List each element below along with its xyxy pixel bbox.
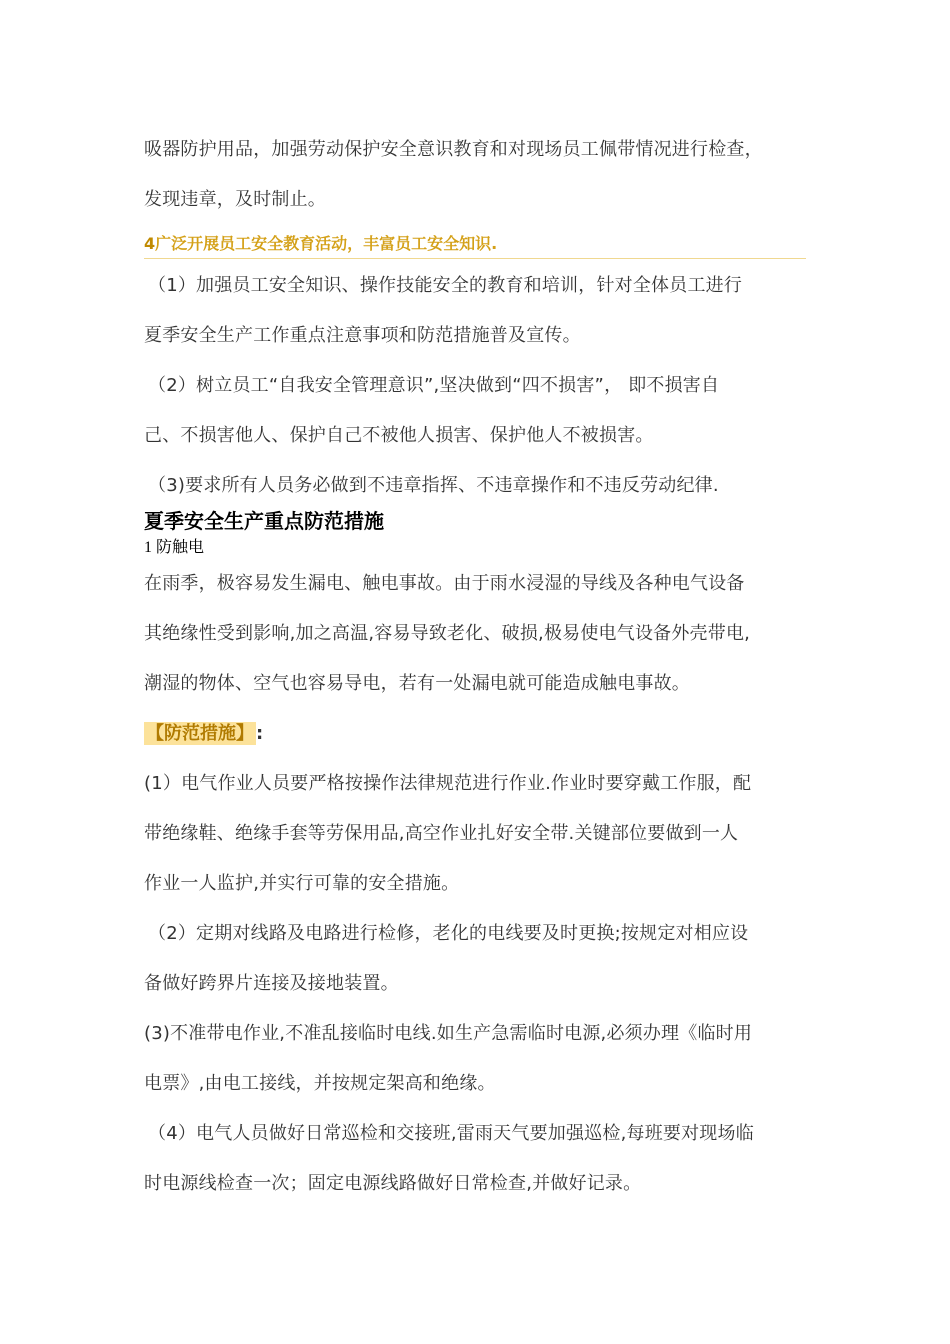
- measure-3-line: (3)不准带电作业,不准乱接临时电线.如生产急需临时电源,必须办理《临时用: [144, 1023, 753, 1044]
- list-item-3-line: （3)要求所有人员务必做到不违章指挥、不违章操作和不违反劳动纪律.: [148, 475, 719, 496]
- measure-1-line: 作业一人监护,并实行可靠的安全措施。: [144, 873, 460, 894]
- measure-1-line: (1）电气作业人员要严格按操作法律规范进行作业.作业时要穿戴工作服，配: [144, 773, 752, 794]
- measures-colon: :: [256, 723, 264, 744]
- measure-2-line: （2）定期对线路及电路进行检修，老化的电线要及时更换;按规定对相应设: [148, 923, 749, 944]
- measures-label: [144, 722, 263, 746]
- subsection-title: 1 防触电: [144, 539, 205, 556]
- paragraph-line: 发现违章，及时制止。: [144, 189, 326, 210]
- measure-1-line: 带绝缘鞋、绝缘手套等劳保用品,高空作业扎好安全带.关键部位要做到一人: [144, 823, 739, 844]
- section-heading-4: [144, 233, 806, 259]
- heading-number: 4: [144, 234, 156, 253]
- measure-2-line: 备做好跨界片连接及接地装置。: [144, 973, 399, 994]
- list-item-2-line: （2）树立员工“自我安全管理意识”,坚决做到“四不损害”， 即不损害自: [148, 375, 720, 396]
- measure-4-line: （4）电气人员做好日常巡检和交接班,雷雨天气要加强巡检,每班要对现场临: [148, 1123, 754, 1144]
- list-item-1-line: 夏季安全生产工作重点注意事项和防范措施普及宣传。: [144, 325, 581, 346]
- paragraph-line: 潮湿的物体、空气也容易导电，若有一处漏电就可能造成触电事故。: [144, 673, 690, 694]
- section-title: 夏季安全生产重点防范措施: [144, 511, 384, 533]
- heading-text: 广泛开展员工安全教育活动，丰富员工安全知识.: [155, 234, 498, 253]
- paragraph-line: 在雨季，极容易发生漏电、触电事故。由于雨水浸湿的导线及各种电气设备: [144, 573, 745, 594]
- list-item-1-line: （1）加强员工安全知识、操作技能安全的教育和培训，针对全体员工进行: [148, 275, 743, 296]
- measures-highlight: 【防范措施】: [146, 723, 254, 744]
- measure-4-line: 时电源线检查一次；固定电源线路做好日常检查,并做好记录。: [144, 1173, 642, 1194]
- list-item-2-line: 己、不损害他人、保护自己不被他人损害、保护他人不被损害。: [144, 425, 654, 446]
- paragraph-line: 其绝缘性受到影响,加之高温,容易导致老化、破损,极易使电气设备外壳带电,: [144, 623, 751, 644]
- measure-3-line: 电票》,由电工接线，并按规定架高和绝缘。: [144, 1073, 496, 1094]
- paragraph-line: 吸器防护用品，加强劳动保护安全意识教育和对现场员工佩带情况进行检查，: [144, 139, 763, 160]
